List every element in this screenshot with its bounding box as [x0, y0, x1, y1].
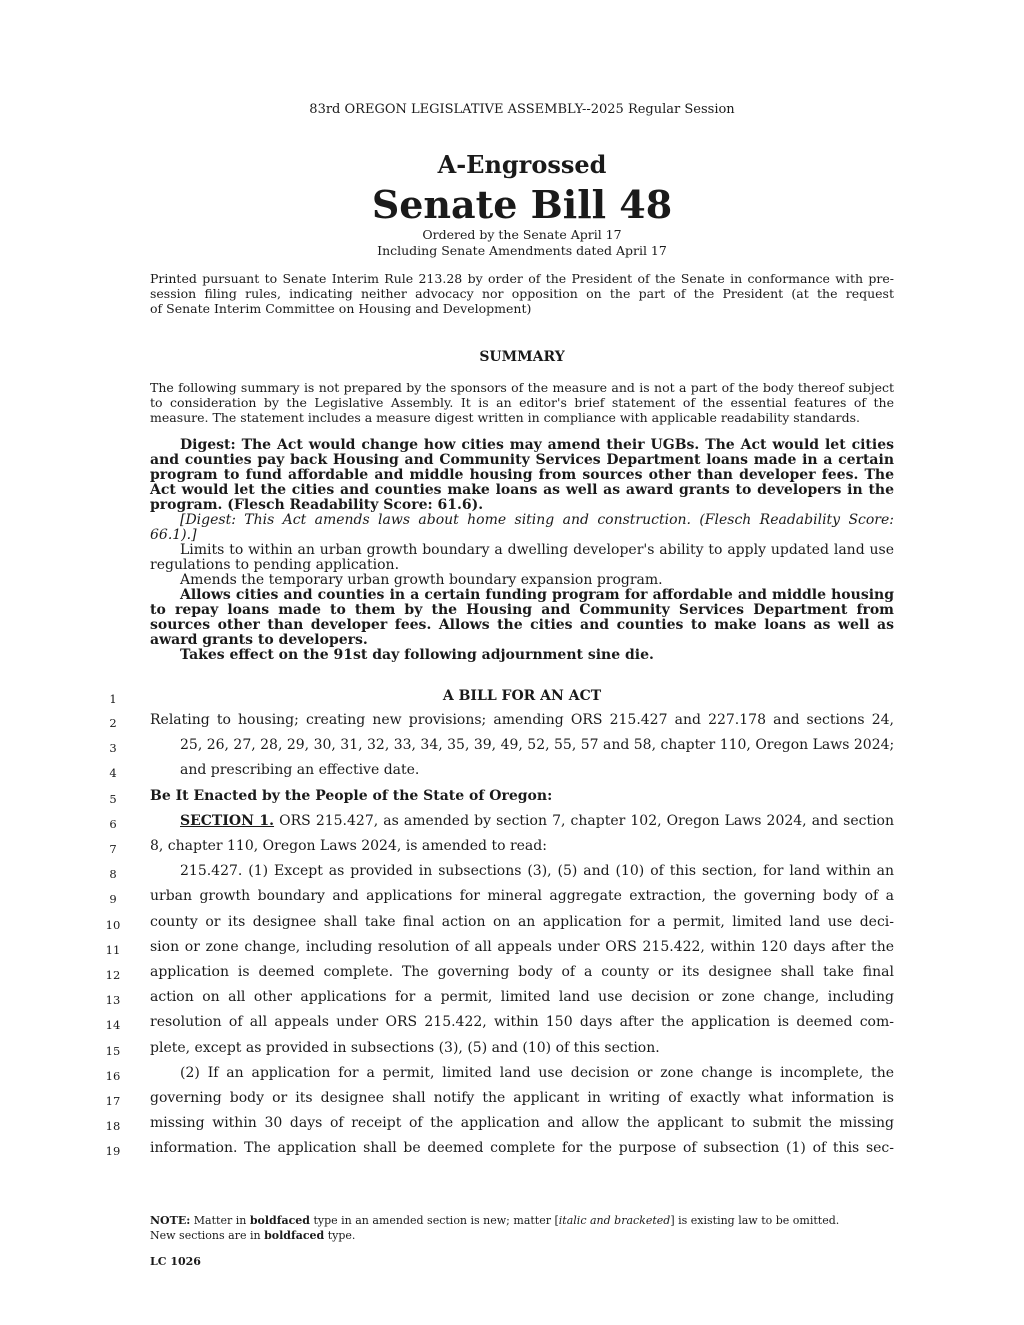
- bill-line-text: missing within 30 days of receipt of the application and allow the applicant to submit the missing: [150, 1115, 894, 1132]
- section-label: SECTION 1.: [180, 812, 275, 829]
- bill-line: [0, 1065, 1024, 1090]
- bill-line: [0, 1090, 1024, 1115]
- bill-heading-row: [0, 688, 1024, 713]
- line-number: 12: [105, 968, 121, 982]
- bill-line-text: action on all other applications for a permit, limited land use decision or zone change, including: [150, 989, 894, 1006]
- summary-item-1: Limits to within an urban growth boundary a dwelling developer's ability to apply updated land use regulations to pending application.: [150, 542, 894, 573]
- summary-intro: [150, 380, 894, 425]
- line-number: 13: [105, 993, 121, 1008]
- bill-line: [0, 1115, 1024, 1140]
- section-text: ORS 215.427, as amended by section 7, chapter 102, Oregon Laws 2024, and section: [274, 812, 895, 829]
- line-number: 17: [105, 1094, 121, 1108]
- line-number: 11: [105, 942, 121, 957]
- note-text-4: New sections are in: [150, 1229, 265, 1242]
- bill-line: [0, 863, 1024, 888]
- summary-item-3: Allows cities and counties in a certain funding program for affordable and middle housing to repay loans made to them by the Housing and Community Services Department from sources other than developer fees. Allows the cities and counties to make loans as well as award grants to developers.: [150, 587, 894, 648]
- including-line: Including Senate Amendments dated April 17: [377, 243, 667, 258]
- bill-line-text: plete, except as provided in subsections (3), (5) and (10) of this section.: [150, 1039, 660, 1056]
- summary-item-2: Amends the temporary urban growth boundary expansion program.: [180, 572, 663, 588]
- bill-line: [0, 939, 1024, 964]
- line-number: 6: [109, 816, 117, 831]
- digest-old: [Digest: This Act amends laws about home siting and construction. (Flesch Readability Score: 66.1).]: [150, 512, 894, 543]
- bill-line: [0, 1014, 1024, 1039]
- printed-line-2: session filing rules, indicating neither advocacy nor opposition on the part of the President (at the request: [150, 286, 894, 301]
- line-number: 10: [105, 917, 121, 932]
- bill-line-text: governing body or its designee shall notify the applicant in writing of exactly what information is: [150, 1090, 894, 1106]
- bill-line-text: 25, 26, 27, 28, 29, 30, 31, 32, 33, 34, 35, 39, 49, 52, 55, 57 and 58, chapter 110, Oregon Laws 2024;: [180, 737, 895, 754]
- line-number: 2: [109, 716, 117, 730]
- summary-item-4: Takes effect on the 91st day following adjournment sine die.: [180, 647, 654, 663]
- bill-line-text: [180, 813, 894, 829]
- engrossed-label: A-Engrossed: [437, 150, 607, 179]
- printed-line-1: Printed pursuant to Senate Interim Rule 213.28 by order of the President of the Senate in conformance with pre-: [150, 271, 894, 286]
- note-text-5: type.: [324, 1229, 356, 1242]
- ordered-by: [150, 227, 894, 259]
- bill-line-text: Be It Enacted by the People of the State of Oregon:: [150, 787, 553, 804]
- bill-title: Senate Bill 48: [371, 182, 673, 227]
- note-italic: italic and bracketed: [558, 1214, 671, 1227]
- bill-line: [0, 788, 1024, 813]
- bill-line-text: Relating to housing; creating new provisions; amending ORS 215.427 and 227.178 and sections 24,: [150, 712, 894, 728]
- summary-intro-line-3: measure. The statement includes a measure digest written in compliance with applicable readability standards.: [150, 410, 861, 425]
- bill-heading: A BILL FOR AN ACT: [442, 688, 602, 704]
- bill-line: [0, 1140, 1024, 1165]
- digest-new: Digest: The Act would change how cities may amend their UGBs. The Act would let cities and counties pay back Housing and Community Services Department loans made in a certain program to fund affordable and middle housing from sources other than developer fees. The Act would let the cities and counties make loans as well as award grants to developers in the program. (Flesch Readability Score: 61.6).: [150, 437, 894, 513]
- bill-line-text: 8, chapter 110, Oregon Laws 2024, is amended to read:: [150, 838, 547, 854]
- line-number: 4: [109, 766, 117, 781]
- line-number: 14: [105, 1018, 121, 1033]
- bill-line: [0, 888, 1024, 913]
- printed-pursuant: [150, 271, 894, 316]
- bill-line-text: urban growth boundary and applications for mineral aggregate extraction, the governing body of a: [150, 888, 894, 905]
- bill-line: [0, 712, 1024, 737]
- bill-line: [0, 813, 1024, 838]
- bill-line: [0, 737, 1024, 762]
- note-bold-2: boldfaced: [264, 1229, 325, 1242]
- line-number: 9: [109, 892, 117, 907]
- bill-line: [0, 838, 1024, 863]
- bill-line: [0, 1040, 1024, 1065]
- bill-line-text: and prescribing an effective date.: [180, 762, 420, 779]
- printed-line-3: of Senate Interim Committee on Housing and Development): [150, 301, 532, 316]
- line-number: 7: [109, 842, 117, 856]
- session-header: 83rd OREGON LEGISLATIVE ASSEMBLY--2025 Regular Session: [309, 102, 735, 117]
- ordered-line: Ordered by the Senate April 17: [422, 227, 622, 242]
- line-number: 16: [105, 1068, 121, 1083]
- bill-line-text: sion or zone change, including resolution of all appeals under ORS 215.422, within 120 days after the: [150, 938, 894, 955]
- bill-line: [0, 989, 1024, 1014]
- bill-line: [0, 964, 1024, 989]
- line-number: 3: [109, 741, 117, 756]
- line-number: 1: [109, 692, 117, 706]
- summary-intro-line-1: The following summary is not prepared by the sponsors of the measure and is not a part of the body thereof subject: [150, 380, 894, 395]
- digest-block: [150, 438, 894, 663]
- note-text-1: Matter in: [190, 1214, 250, 1227]
- note-label: NOTE:: [150, 1214, 191, 1227]
- bill-line-text: (2) If an application for a permit, limited land use decision or zone change is incomplete, the: [180, 1064, 894, 1081]
- line-number: 5: [109, 791, 117, 806]
- line-number: 15: [105, 1043, 121, 1058]
- line-number: 18: [105, 1119, 121, 1134]
- lc-number: LC 1026: [150, 1255, 201, 1268]
- line-number: 19: [105, 1144, 121, 1159]
- bill-line-text: 215.427. (1) Except as provided in subsections (3), (5) and (10) of this section, for land within an: [180, 863, 894, 880]
- bill-line: [0, 762, 1024, 787]
- note-bold-1: boldfaced: [249, 1214, 310, 1227]
- summary-intro-line-2: to consideration by the Legislative Assembly. It is an editor's brief statement of the essential features of the: [150, 395, 894, 410]
- bill-line-text: county or its designee shall take final action on an application for a permit, limited land use deci-: [150, 913, 894, 930]
- bill-line: [0, 914, 1024, 939]
- note-text-3: ] is existing law to be omitted.: [670, 1214, 840, 1227]
- bill-line-text: resolution of all appeals under ORS 215.422, within 150 days after the application is deemed com-: [150, 1014, 894, 1031]
- bill-line-text: information. The application shall be deemed complete for the purpose of subsection (1) of this sec-: [150, 1140, 894, 1157]
- bill-line-text: application is deemed complete. The governing body of a county or its designee shall take final: [150, 964, 894, 980]
- summary-heading: SUMMARY: [479, 349, 565, 365]
- line-number: 8: [109, 867, 117, 882]
- note-text-2: type in an amended section is new; matter [: [309, 1214, 559, 1227]
- footer-note: [150, 1213, 894, 1243]
